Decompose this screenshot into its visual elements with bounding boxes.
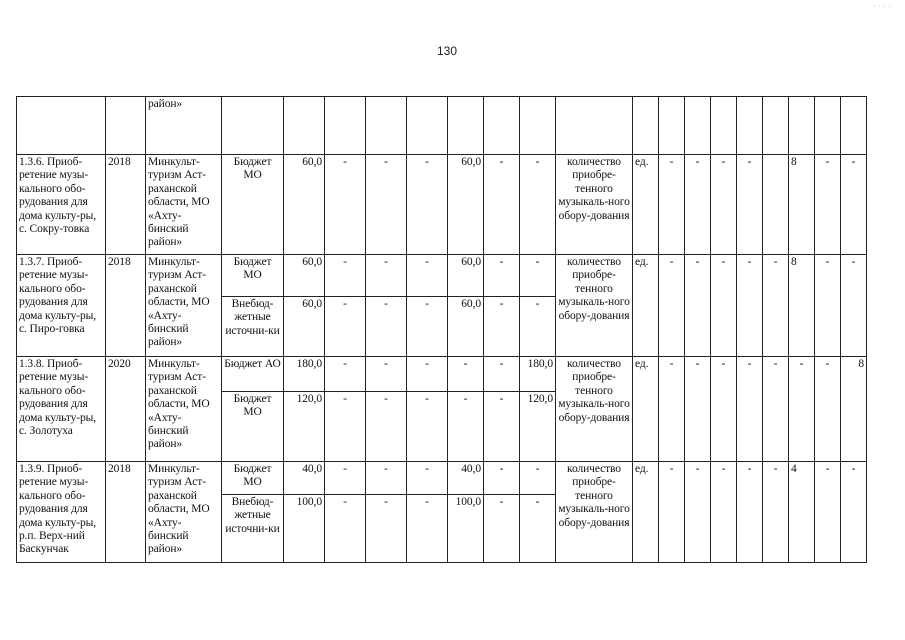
amount-cell: - (325, 462, 366, 495)
year-cell: 2018 (106, 155, 146, 255)
target-cell: - (815, 357, 841, 462)
target-cell: - (737, 462, 763, 563)
amount-cell: - (407, 255, 448, 297)
target-cell: - (659, 255, 685, 357)
amount-cell: - (484, 392, 520, 462)
cell-empty (366, 97, 407, 155)
executor-cell: Минкульт-туризм Аст-раханской области, МО «Ахту-бинский район» (146, 255, 222, 357)
source-cell: Внебюд-жетные источни-ки (222, 495, 284, 563)
target-cell: 8 (789, 255, 815, 357)
cell-empty (815, 97, 841, 155)
amount-cell: - (366, 392, 407, 462)
amount-cell: - (407, 357, 448, 392)
target-cell: - (711, 357, 737, 462)
program-table (16, 96, 867, 563)
cell-empty (407, 97, 448, 155)
source-cell: Бюджет МО (222, 255, 284, 297)
cell-empty (17, 97, 106, 155)
amount-cell: - (366, 255, 407, 297)
target-cell: 4 (789, 462, 815, 563)
amount-cell: 100,0 (448, 495, 484, 563)
unit-cell: ед. (633, 155, 659, 255)
executor-cell: Минкульт-туризм Аст-раханской области, МО «Ахту-бинский район» (146, 462, 222, 563)
amount-total: 120,0 (284, 392, 325, 462)
target-cell: 8 (789, 155, 815, 255)
amount-total: 40,0 (284, 462, 325, 495)
cell-empty (448, 97, 484, 155)
amount-cell: - (448, 357, 484, 392)
target-cell: - (711, 255, 737, 357)
target-cell: - (763, 357, 789, 462)
target-cell: - (815, 462, 841, 563)
target-cell: - (685, 357, 711, 462)
source-cell: Бюджет МО (222, 392, 284, 462)
amount-cell: - (366, 155, 407, 255)
target-cell: - (737, 155, 763, 255)
amount-cell: 180,0 (520, 357, 556, 392)
amount-cell: - (407, 495, 448, 563)
cell-empty (284, 97, 325, 155)
target-cell: - (711, 155, 737, 255)
cell-empty (222, 97, 284, 155)
year-cell: 2020 (106, 357, 146, 462)
source-cell: Бюджет МО (222, 462, 284, 495)
amount-cell: - (325, 155, 366, 255)
amount-total: 180,0 (284, 357, 325, 392)
amount-total: 60,0 (284, 297, 325, 357)
executor-cell: Минкульт-туризм Аст-раханской области, МО «Ахту-бинский район» (146, 155, 222, 255)
amount-cell: - (520, 462, 556, 495)
amount-cell: - (407, 462, 448, 495)
target-cell: - (763, 255, 789, 357)
activity-cell: 1.3.8. Приоб-ретение музы-кального обо-рудования для дома культу-ры, с. Золотуха (17, 357, 106, 462)
target-cell: - (763, 462, 789, 563)
cell-empty (633, 97, 659, 155)
amount-cell: - (366, 495, 407, 563)
indicator-cell: количество приобре-тенного музыкаль-ного обору-дования (556, 357, 633, 462)
continuation-row (17, 97, 867, 155)
amount-total: 100,0 (284, 495, 325, 563)
amount-cell: - (484, 357, 520, 392)
unit-cell: ед. (633, 255, 659, 357)
amount-cell: 60,0 (448, 255, 484, 297)
cell-empty (711, 97, 737, 155)
page-number: 130 (437, 44, 458, 58)
target-cell: - (789, 357, 815, 462)
amount-cell: - (520, 155, 556, 255)
amount-cell: - (325, 392, 366, 462)
amount-cell: - (366, 462, 407, 495)
source-cell: Бюджет МО (222, 155, 284, 255)
cell-empty (685, 97, 711, 155)
table-row (17, 255, 867, 297)
cell-empty (659, 97, 685, 155)
amount-cell: - (484, 155, 520, 255)
target-cell: - (841, 462, 867, 563)
target-cell: - (711, 462, 737, 563)
amount-cell: 120,0 (520, 392, 556, 462)
amount-cell: - (484, 255, 520, 297)
target-cell: - (685, 255, 711, 357)
target-cell: - (815, 255, 841, 357)
amount-cell: 60,0 (448, 297, 484, 357)
activity-cell: 1.3.9. Приоб-ретение музы-кального обо-рудования для дома культу-ры, р.п. Верх-ний Баскунчак (17, 462, 106, 563)
indicator-cell: количество приобре-тенного музыкаль-ного обору-дования (556, 155, 633, 255)
cell-empty (484, 97, 520, 155)
amount-cell: - (325, 357, 366, 392)
activity-cell: 1.3.7. Приоб-ретение музы-кального обо-рудования для дома культу-ры, с. Пиро-говка (17, 255, 106, 357)
cell-empty (789, 97, 815, 155)
indicator-cell: количество приобре-тенного музыкаль-ного обору-дования (556, 462, 633, 563)
cell-empty (841, 97, 867, 155)
amount-cell: - (520, 495, 556, 563)
cell-empty (106, 97, 146, 155)
unit-cell: ед. (633, 357, 659, 462)
source-cell: Внебюд-жетные источни-ки (222, 297, 284, 357)
executor-tail: район» (146, 97, 222, 155)
cell-empty (325, 97, 366, 155)
target-cell: - (685, 155, 711, 255)
executor-cell: Минкульт-туризм Аст-раханской области, МО «Ахту-бинский район» (146, 357, 222, 462)
cell-empty (763, 97, 789, 155)
table-row (17, 155, 867, 255)
target-cell: - (841, 255, 867, 357)
amount-cell: 40,0 (448, 462, 484, 495)
amount-cell: - (407, 155, 448, 255)
year-cell: 2018 (106, 462, 146, 563)
amount-cell: - (484, 297, 520, 357)
amount-total: 60,0 (284, 155, 325, 255)
amount-cell: - (325, 255, 366, 297)
cell-empty (556, 97, 633, 155)
target-cell: - (737, 255, 763, 357)
source-cell: Бюджет АО (222, 357, 284, 392)
cell-empty (520, 97, 556, 155)
amount-cell: - (520, 255, 556, 297)
amount-cell: - (520, 297, 556, 357)
amount-cell: - (325, 495, 366, 563)
amount-total: 60,0 (284, 255, 325, 297)
target-cell: - (685, 462, 711, 563)
table-row (17, 462, 867, 495)
indicator-cell: количество приобре-тенного музыкаль-ного обору-дования (556, 255, 633, 357)
amount-cell: - (366, 297, 407, 357)
amount-cell: - (484, 462, 520, 495)
cell-empty (737, 97, 763, 155)
target-cell: - (659, 462, 685, 563)
amount-cell: - (407, 392, 448, 462)
target-cell: - (815, 155, 841, 255)
activity-cell: 1.3.6. Приоб-ретение музы-кального обо-рудования для дома культу-ры, с. Сокру-товка (17, 155, 106, 255)
target-cell: - (659, 155, 685, 255)
target-cell: - (841, 155, 867, 255)
target-cell (763, 155, 789, 255)
year-cell: 2018 (106, 255, 146, 357)
amount-cell: - (407, 297, 448, 357)
scan-marks: · · · · (873, 2, 891, 11)
unit-cell: ед. (633, 462, 659, 563)
amount-cell: - (366, 357, 407, 392)
amount-cell: - (484, 495, 520, 563)
table-row (17, 357, 867, 392)
amount-cell: - (325, 297, 366, 357)
amount-cell: - (448, 392, 484, 462)
target-cell: - (737, 357, 763, 462)
target-cell: 8 (841, 357, 867, 462)
amount-cell: 60,0 (448, 155, 484, 255)
target-cell: - (659, 357, 685, 462)
